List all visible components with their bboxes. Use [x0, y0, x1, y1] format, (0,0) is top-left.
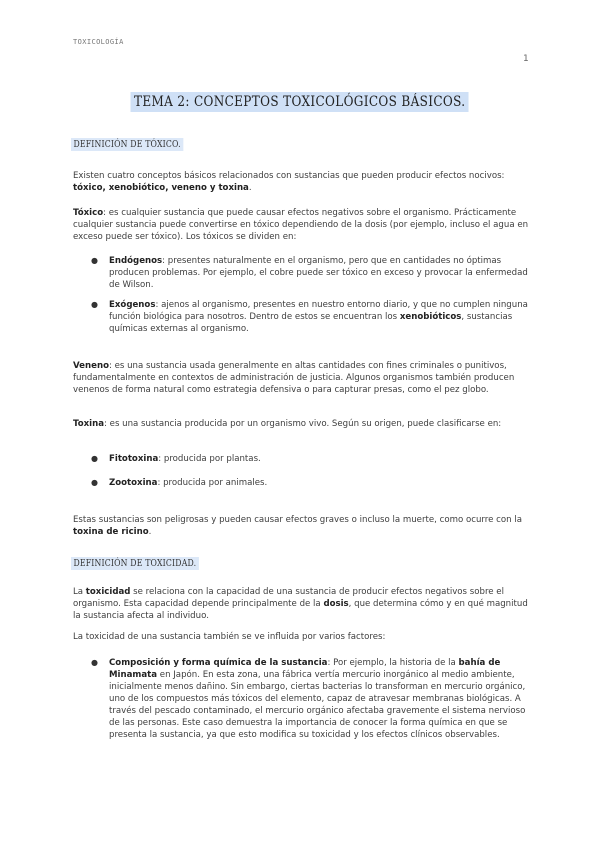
- text-run: : presentes naturalmente en el organismo, pero que en cantidades no óptimas producen problemas. Por ejemplo, el cobre puede ser tóxico en exceso y provocar la enfermedad de Wilson.: [109, 256, 528, 290]
- term-veneno: Veneno: [73, 361, 109, 371]
- bold-run: tóxico, xenobiótico, veneno y toxina: [73, 183, 249, 193]
- text-run: : producida por plantas.: [158, 454, 261, 464]
- text-run: : producida por animales.: [157, 478, 268, 488]
- bullet-icon: ●: [91, 256, 98, 265]
- term-fitotoxina: Fitotoxina: [109, 454, 159, 464]
- text-run: .: [248, 183, 252, 193]
- bullet-icon: ●: [91, 478, 98, 487]
- term-composicion: Composición y forma química de la sustancia: [109, 658, 328, 668]
- section-heading-toxicidad: DEFINICIÓN DE TOXICIDAD.: [71, 557, 199, 570]
- text-run: se relaciona con la capacidad de una sustancia de producir efectos negativos sobre el organismo. Esta capacidad depende principalmente de la: [73, 587, 504, 609]
- text-run: , sustancias químicas externas al organismo.: [109, 312, 513, 334]
- text-run: Estas sustancias son peligrosas y pueden causar efectos graves o incluso la muerte, como ocurre con la: [73, 515, 522, 525]
- term-endogenos: Endógenos: [109, 256, 163, 266]
- bold-run: bahía de Minamata: [109, 658, 501, 680]
- text-run: : es una sustancia producida por un organismo vivo. Según su origen, puede clasificarse en:: [104, 419, 502, 429]
- text-run: : es una sustancia usada generalmente en altas cantidades con fines criminales o punitivos, fundamentalmente en contextos de administración de justicia. Algunos organismos también producen venenos de forma natural como estrategia defensiva o para capturar presas, como el pez globo.: [73, 361, 515, 395]
- paragraph-toxico: [73, 207, 530, 243]
- list-item-endogenos: [109, 255, 530, 291]
- text-run: en Japón. En esta zona, una fábrica vertía mercurio inorgánico al medio ambiente, inicialmente menos dañino. Sin embargo, ciertas bacterias lo transforman en mercurio orgánico, uno de los compuestos más tóxicos del elemento, capaz de atravesar membranas biológicas. A través del pescado contaminado, el mercurio orgánico afectaba gravemente el sistema nervioso de las personas. Este caso demuestra la importancia de conocer la forma química en que se presenta la sustancia, ya que esto modifica su toxicidad y los efectos clínicos observables.: [109, 670, 526, 740]
- paragraph-veneno: [73, 360, 530, 396]
- text-run: Existen cuatro conceptos básicos relacionados con sustancias que pueden producir efectos nocivos:: [73, 171, 505, 181]
- page-number: 1: [523, 54, 529, 64]
- paragraph-intro: [73, 170, 530, 194]
- bold-run: dosis: [323, 599, 349, 609]
- term-toxico: Tóxico: [73, 208, 104, 218]
- paragraph-toxicidad: [73, 586, 530, 622]
- section-heading-toxico: DEFINICIÓN DE TÓXICO.: [71, 138, 183, 151]
- bold-run: xenobióticos: [399, 312, 462, 322]
- running-header: TOXICOLOGÍA: [73, 38, 124, 46]
- text-run: .: [148, 527, 152, 537]
- bold-run: toxicidad: [85, 587, 131, 597]
- bullet-icon: ●: [91, 300, 98, 309]
- text-run: : es cualquier sustancia que puede causar efectos negativos sobre el organismo. Prácticamente cualquier sustancia puede convertirse en tóxico dependiendo de la dosis (por ejemplo, incluso el agua en exceso puede ser tóxico). Los tóxicos se dividen en:: [73, 208, 529, 242]
- text-run: : Por ejemplo, la historia de la: [327, 658, 459, 668]
- bold-run: toxina de ricino: [73, 527, 149, 537]
- paragraph-toxina: [73, 418, 530, 430]
- term-exogenos: Exógenos: [109, 300, 156, 310]
- text-run: , que determina cómo y en qué magnitud la sustancia afecta al individuo.: [73, 599, 528, 621]
- list-item-composicion: [109, 657, 530, 741]
- page-title: TEMA 2: CONCEPTOS TOXICOLÓGICOS BÁSICOS.: [131, 92, 469, 112]
- list-item-zootoxina: [109, 477, 530, 489]
- term-zootoxina: Zootoxina: [109, 478, 158, 488]
- text-run: La: [73, 587, 86, 597]
- paragraph-peligro: [73, 514, 530, 538]
- list-item-fitotoxina: [109, 453, 530, 465]
- term-toxina: Toxina: [73, 419, 105, 429]
- title-container: [0, 91, 600, 112]
- bullet-icon: ●: [91, 454, 98, 463]
- text-run: : ajenos al organismo, presentes en nuestro entorno diario, y que no cumplen ninguna función biológica para nosotros. Dentro de estos se encuentran los: [109, 300, 528, 322]
- paragraph-factores: La toxicidad de una sustancia también se ve influida por varios factores:: [73, 632, 386, 642]
- bullet-icon: ●: [91, 658, 98, 667]
- list-item-exogenos: [109, 299, 530, 335]
